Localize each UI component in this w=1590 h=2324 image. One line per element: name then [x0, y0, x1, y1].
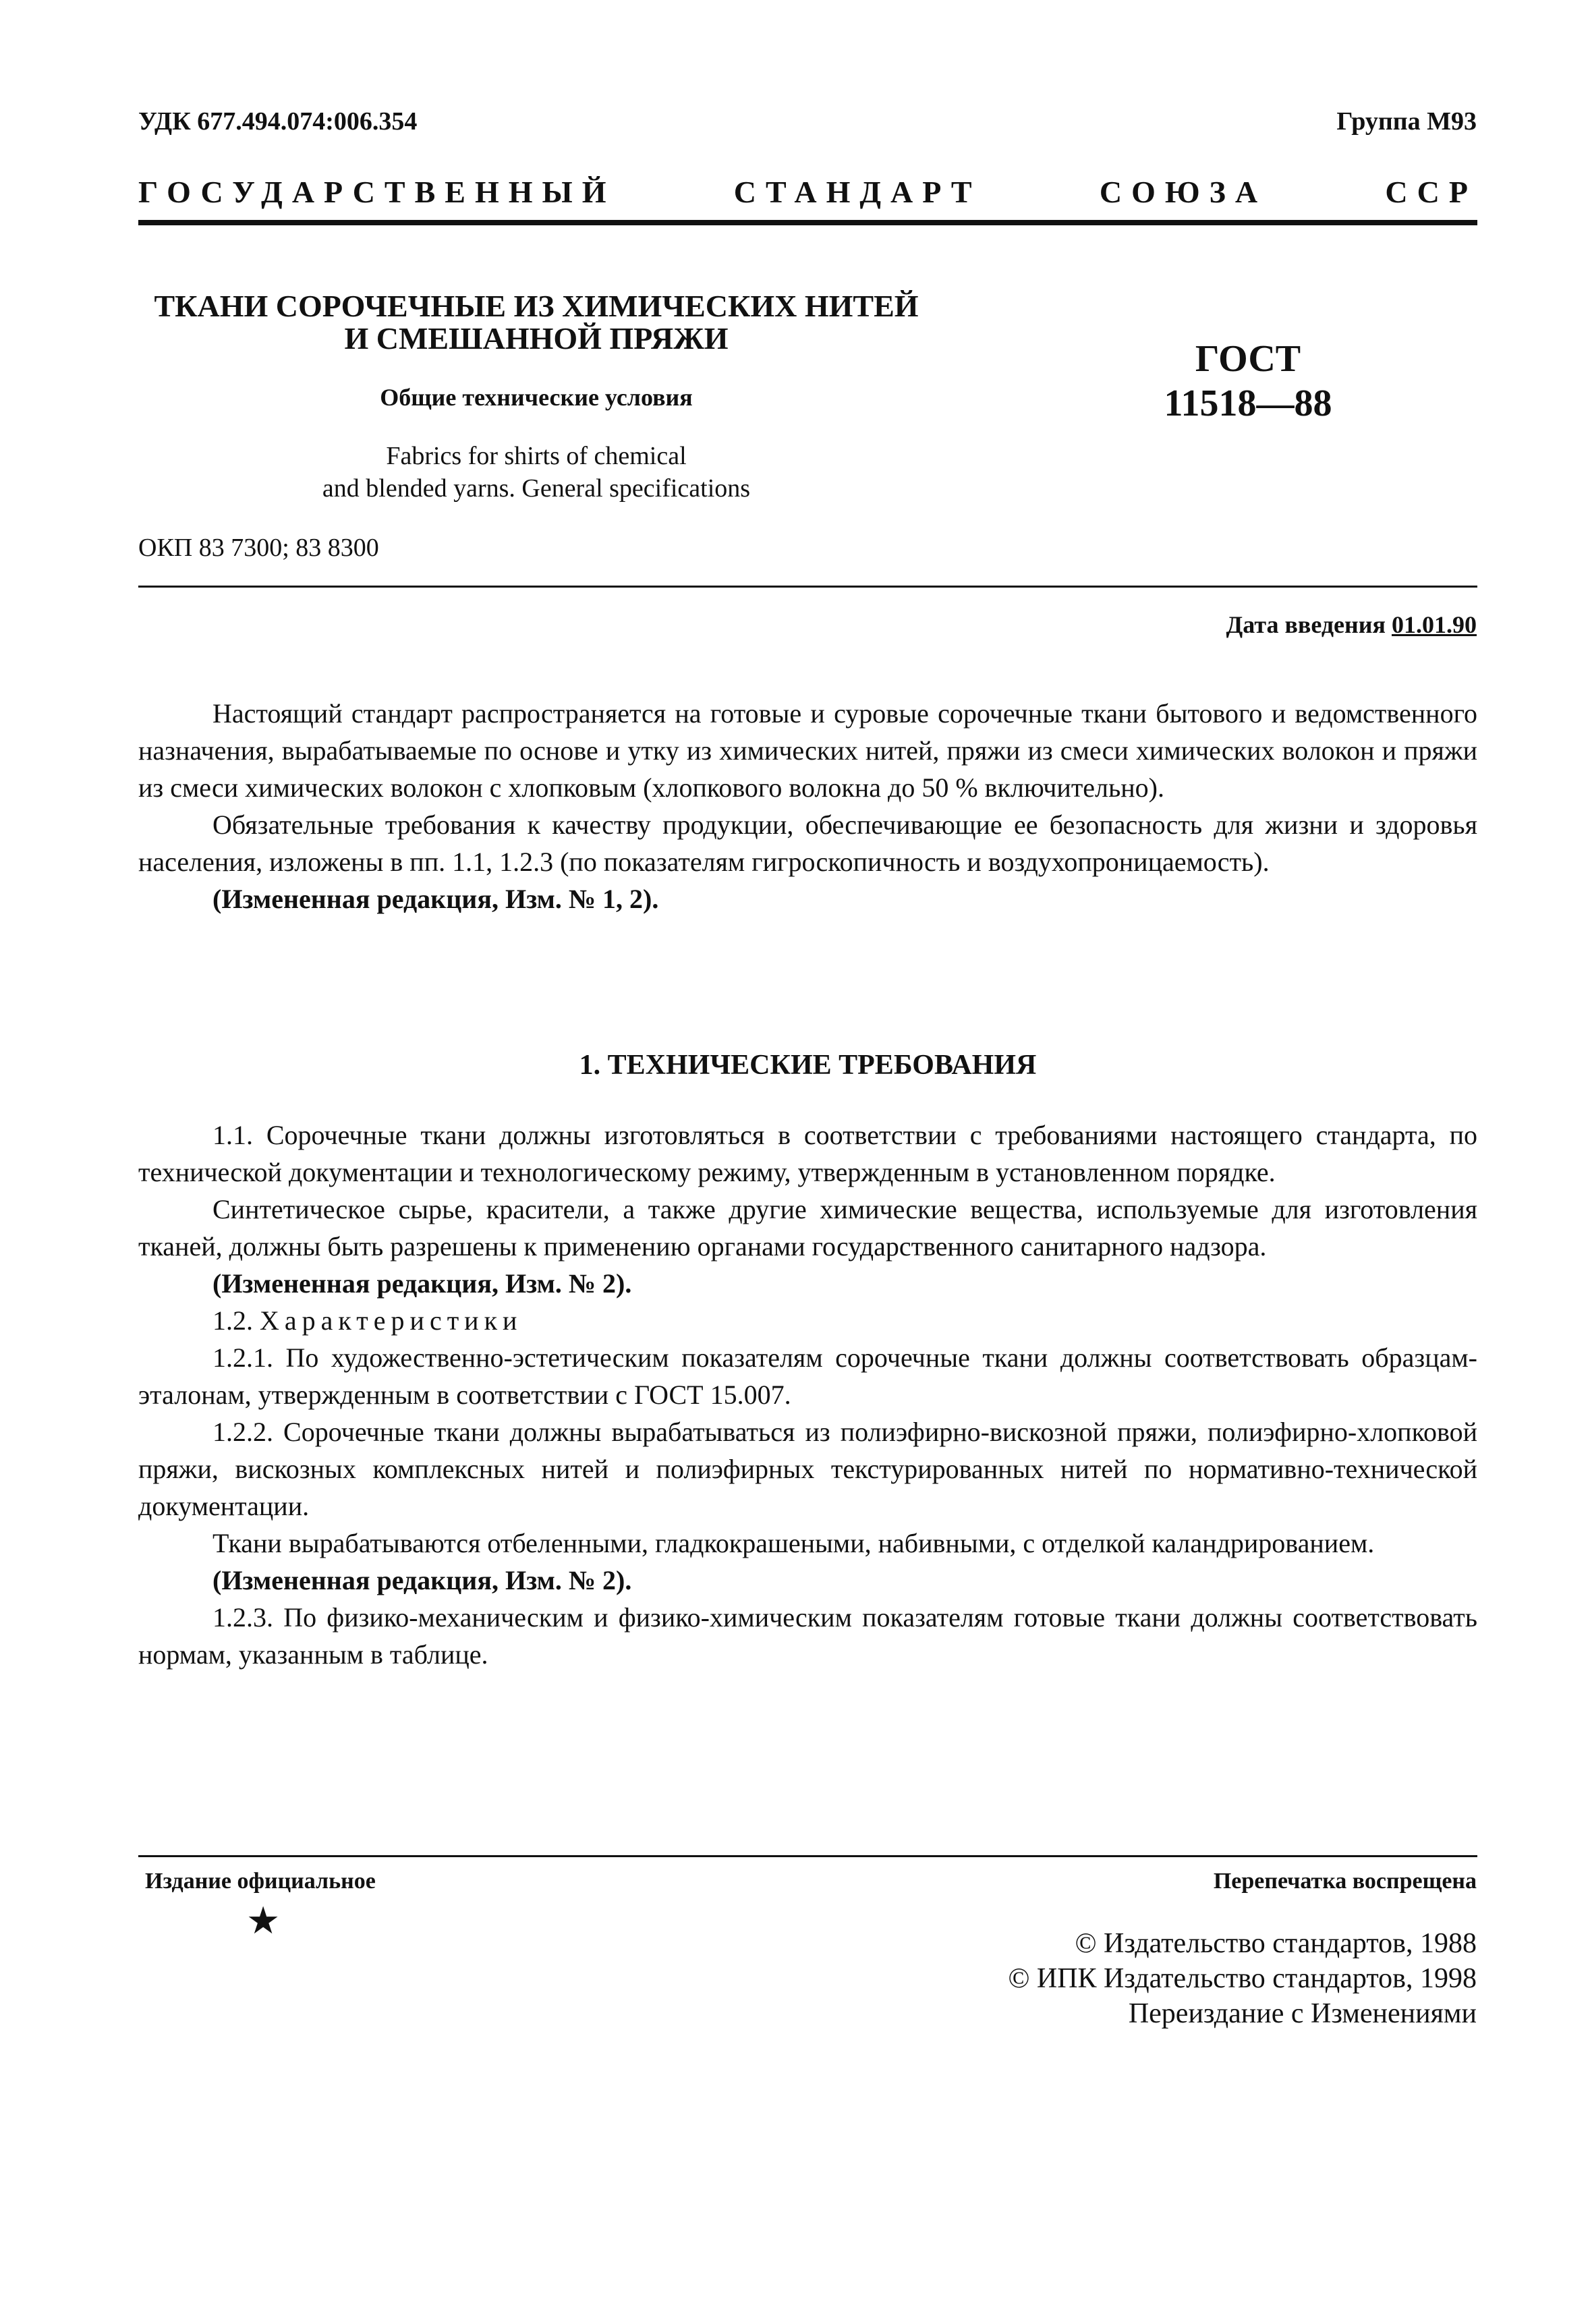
introduction-date — [1226, 611, 1477, 639]
footer-rule — [138, 1855, 1477, 1857]
reprint-prohibited: Перепечатка воспрещена — [1213, 1869, 1477, 1894]
gost-label: ГОСТ — [1195, 338, 1301, 380]
banner-word: ССР — [1385, 175, 1477, 209]
banner-word: СТАНДАРТ — [733, 175, 982, 209]
state-standard-banner — [138, 174, 1477, 210]
title-subtitle: Общие технические условия — [380, 384, 693, 411]
banner-word: СОЮЗА — [1099, 175, 1268, 209]
amendment-note: (Измененная редакция, Изм. № 2). — [212, 1268, 632, 1299]
subsection-title: Характеристики — [260, 1305, 523, 1336]
section-heading: 1. ТЕХНИЧЕСКИЕ ТРЕБОВАНИЯ — [579, 1050, 1037, 1081]
paragraph: 1.2.2. Сорочечные ткани должны вырабатываться из полиэфирно-вискозной пряжи, полиэфирно-хлопковой пряжи, вискозных комплексных нитей и полиэфирных текстурированных нитей по нормативно-технической документации. — [138, 1417, 1477, 1521]
title-rule — [138, 586, 1477, 588]
english-title-line-2: and blended yarns. General specifications — [322, 474, 751, 503]
amendment-note: (Измененная редакция, Изм. № 2). — [212, 1565, 632, 1595]
intro-paragraph: Настоящий стандарт распространяется на готовые и суровые сорочечные ткани бытового и ведомственного назначения, вырабатываемые по основе и утку из химических нитей, пряжи из смеси химических волокон и пряжи из смеси химических волокон с хлопковым (хлопкового волокна до 50 % включительно). — [138, 698, 1477, 803]
paragraph: 1.2.3. По физико-механическим и физико-химическим показателям готовые ткани должны соответствовать нормам, указанным в таблице. — [138, 1602, 1477, 1670]
official-edition: Издание официальное — [145, 1869, 376, 1894]
title-line-1: ТКАНИ СОРОЧЕЧНЫЕ ИЗ ХИМИЧЕСКИХ НИТЕЙ — [154, 289, 919, 323]
okp-code: ОКП 83 7300; 83 8300 — [138, 534, 379, 562]
copyright-block — [1008, 1926, 1477, 2031]
paragraph: Синтетическое сырье, красители, а также другие химические вещества, используемые для изготовления тканей, должны быть разрешены к применению органами государственного санитарного надзора. — [138, 1194, 1477, 1262]
paragraph: 1.2.1. По художественно-эстетическим показателям сорочечные ткани должны соответствовать образцам-эталонам, утвержденным в соответствии с ГОСТ 15.007. — [138, 1342, 1477, 1410]
title-line-2: И СМЕШАННОЙ ПРЯЖИ — [344, 321, 729, 356]
copyright-line: © Издательство стандартов, 1988 — [1075, 1928, 1477, 1959]
group-code: Группа М93 — [1336, 107, 1477, 136]
paragraph: Ткани вырабатываются отбеленными, гладкокрашеными, набивными, с отделкой каландрированием. — [212, 1528, 1375, 1558]
banner-word: ГОСУДАРСТВЕННЫЙ — [138, 175, 616, 209]
intro-text — [138, 695, 1477, 917]
section-1-text — [138, 1116, 1477, 1673]
paragraph: 1.1. Сорочечные ткани должны изготовляться в соответствии с требованиями настоящего стандарта, по технической документации и технологическому режиму, утвержденным в установленном порядке. — [138, 1120, 1477, 1187]
subsection-heading — [138, 1302, 1477, 1339]
date-label: Дата введения — [1226, 611, 1386, 638]
date-value: 01.01.90 — [1392, 611, 1477, 638]
amendment-note: (Измененная редакция, Изм. № 1, 2). — [212, 884, 659, 914]
star-icon: ★ — [246, 1900, 281, 1942]
gost-number: 11518—88 — [1164, 382, 1332, 424]
copyright-line: © ИПК Издательство стандартов, 1998 — [1008, 1963, 1477, 1994]
reissue-note: Переиздание с Изменениями — [1128, 1998, 1477, 2029]
udk-code: УДК 677.494.074:006.354 — [138, 107, 418, 136]
english-title-line-1: Fabrics for shirts of chemical — [386, 442, 687, 470]
subsection-number: 1.2. — [212, 1305, 253, 1336]
intro-paragraph: Обязательные требования к качеству продукции, обеспечивающие ее безопасность для жизни и здоровья населения, изложены в пп. 1.1, 1.2.3 (по показателям гигроскопичность и воздухопроницаемость). — [138, 810, 1477, 877]
header-rule — [138, 220, 1477, 225]
